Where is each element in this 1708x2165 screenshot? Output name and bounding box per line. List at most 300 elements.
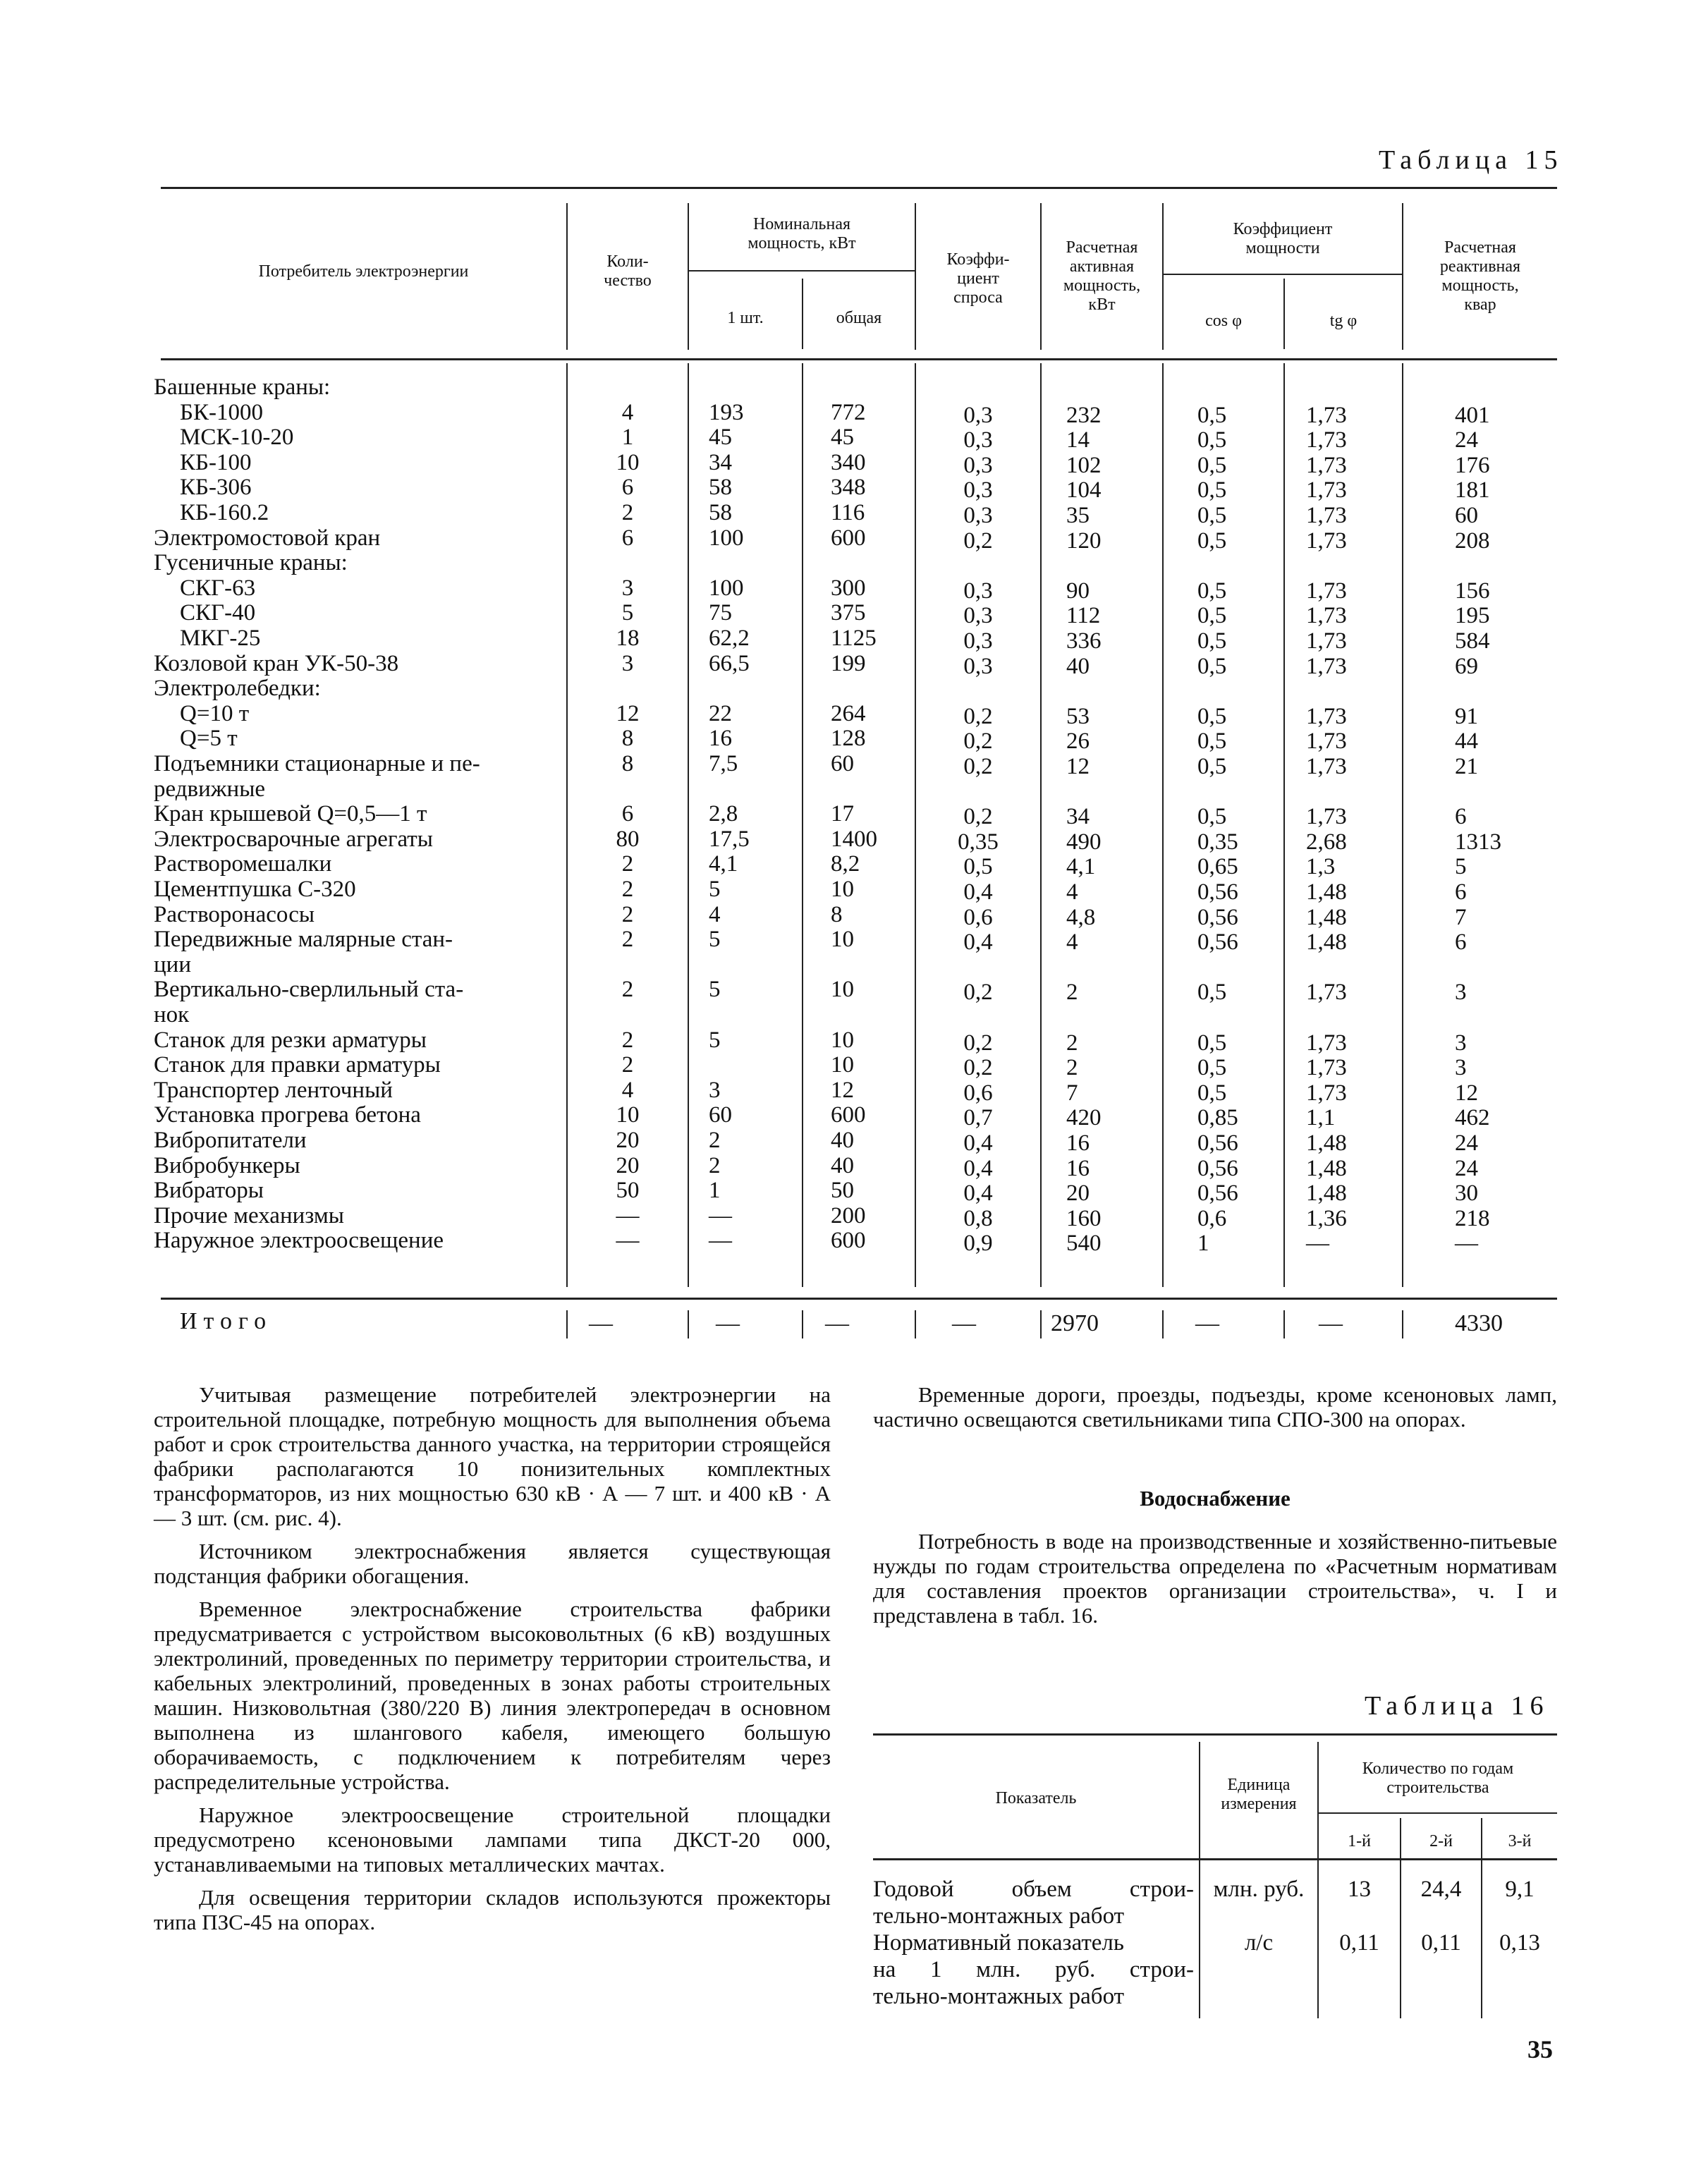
table-15-cell-total: 8,2 [831,851,860,877]
table-15-cell-total: 10 [831,977,854,1003]
table-15-cell-tg: 1,73 [1306,402,1347,428]
t15-total-total: — [825,1310,849,1336]
table-15-cell-tg: 1,73 [1306,527,1347,554]
table-15-cell-k: 0,2 [963,1030,993,1056]
t15-tv-6 [1162,1310,1164,1338]
table-15-cell-q: 5 [1455,854,1467,880]
table-15-cell-total: 348 [831,475,866,501]
table-15-cell-q: 584 [1455,628,1490,654]
t15-total-k: — [952,1310,976,1336]
table-15-cell-q: 6 [1455,879,1467,905]
table-15-cell-p: 16 [1066,1155,1090,1181]
table-15-cell-cos: 0,65 [1197,854,1238,880]
table-15-cell-one: 58 [709,475,732,501]
table-15-cell-tg: 1,1 [1306,1105,1336,1131]
table-15-cell-k: 0,9 [963,1231,993,1257]
table-15-row-name: Станок для резки арматуры [154,1027,427,1053]
table-15-cell-cos: 1 [1197,1231,1209,1257]
table-15-cell-qty: 2 [621,851,634,877]
table-15-cell-q: 1313 [1455,829,1501,855]
table-15-cell-k: 0,3 [963,477,993,504]
table-15-cell-qty: 6 [621,475,634,501]
left-paragraph: Для освещения территории складов используются прожекторы типа ПЗС-45 на опорах. [154,1885,831,1934]
page-number: 35 [1527,2035,1553,2063]
table-15-cell-k: 0,4 [963,1181,993,1207]
table-15-cell-total: 600 [831,525,866,551]
table-15-cell-qty: 2 [621,1052,634,1078]
table-15-row-name: Q=10 т [180,700,250,726]
right-water-text [873,1529,1557,1636]
table-15-cell-qty: 10 [616,1102,640,1128]
table-15-cell-q: 3 [1455,980,1467,1006]
table-15-cell-k: 0,4 [963,929,993,956]
table-15-cell-k: 0,2 [963,527,993,554]
table-15-row-name: КБ-306 [180,475,252,501]
table-15-cell-one: 75 [709,600,732,626]
t15-tv-8 [1402,1310,1403,1338]
table-15-cell-q: 208 [1455,527,1490,554]
table-15-cell-qty: 2 [621,1027,634,1053]
table-15-cell-p: 2 [1066,1030,1078,1056]
table-15-cell-p: 102 [1066,452,1102,478]
table-15-cell-tg: 1,73 [1306,1055,1347,1081]
table-15-cell-cos: 0,56 [1197,1181,1238,1207]
table-15-cell-one: 58 [709,500,732,525]
table-15-cell-qty: 80 [616,826,640,852]
table-15-row-name: МКГ-25 [180,626,261,651]
t15-header-qty: Коли- чество [604,252,652,290]
table-15-cell-qty: 4 [621,1077,634,1103]
table-15-cell-total: 60 [831,751,854,776]
table-15-top-rule [161,187,1557,189]
table-15-cell-p: 40 [1066,653,1090,679]
table-15-cell-qty: — [616,1228,640,1254]
table-15-row-name: КБ-100 [180,449,252,475]
table-15-cell-qty: 8 [621,751,634,776]
table-15-cell-p: 4 [1066,879,1078,905]
table-15-cell-k: 0,6 [963,1080,993,1106]
table-15-cell-k: 0,7 [963,1105,993,1131]
table-15-cell-tg: 1,36 [1306,1205,1347,1231]
t16-row-2-y1: 0,11 [1339,1930,1379,1956]
table-15-cell-k: 0,4 [963,1130,993,1156]
table-15-cell-tg: 1,48 [1306,904,1347,930]
table-15-cell-q: 3 [1455,1030,1467,1056]
t15-bv-5 [1040,363,1042,1287]
table-15-cell-cos: 0,5 [1197,653,1227,679]
table-15-cell-total: 50 [831,1178,854,1204]
t16-header-y3: 3-й [1508,1832,1532,1850]
table-15-cell-qty: 2 [621,927,634,953]
table-15-cell-total: 12 [831,1077,854,1103]
table-15-cell-q: 44 [1455,728,1478,755]
t16-header-indicator: Показатель [995,1789,1077,1807]
left-paragraph: Учитывая размещение потребителей электроэнергии на строительной площадке, потребную мощность для выполнения объема работ и срок строительства данного участка, на территории строящейся фабрики располагаются 10 понизительных комплектных трансформаторов, из них мощностью 630 кВ · А — 7 шт. и 400 кВ · А — 3 шт. (см. рис. 4). [154,1382,831,1530]
table-15-row-name: Вибробункеры [154,1152,300,1178]
t15-header-demand: Коэффи- циент спроса [946,250,1010,307]
table-15-cell-q: 24 [1455,1155,1478,1181]
table-15-cell-p: 4,1 [1066,854,1096,880]
table-15-cell-qty: 8 [621,726,634,752]
table-15-cell-k: 0,2 [963,703,993,729]
table-15-cell-p: 2 [1066,980,1078,1006]
table-15-cell-qty: 20 [616,1152,640,1178]
table-15-cell-q: 181 [1455,477,1490,504]
left-paragraph: Временное электроснабжение строительства фабрики предусматривается с устройством высоковольтных (6 кВ) воздушных электролиний, проведенных по периметру территории строительства, и кабельных электролиний, проведенных в зонах работы строительных машин. Низковольтная (380/220 В) линия электропередач в основном выполнена из шлангового кабеля, имеющего большую оборачиваемость, с подключением к потребителям через распределительные устройства. [154,1597,831,1794]
table-15-cell-k: 0,2 [963,728,993,755]
table-15-cell-cos: 0,5 [1197,754,1227,779]
table-15-cell-cos: 0,5 [1197,628,1227,654]
table-15-cell-cos: 0,85 [1197,1105,1238,1131]
table-15-cell-q: 6 [1455,929,1467,956]
table-15-cell-total: 40 [831,1128,854,1153]
table-15-cell-one: 45 [709,425,732,451]
table-15-cell-cos: 0,5 [1197,1080,1227,1106]
table-15-cell-q: 24 [1455,1130,1478,1156]
table-15-row-name: редвижные [154,776,266,802]
t16-years-sub-rule [1317,1812,1557,1814]
table-15-row-name: БК-1000 [180,399,263,425]
table-15-cell-p: 20 [1066,1181,1090,1207]
table-15-cell-one: 17,5 [709,826,750,852]
table-15-cell-q: — [1455,1231,1478,1257]
t16-row-1-y3: 9,1 [1505,1877,1535,1902]
table-15-cell-p: 35 [1066,503,1090,528]
table-15-cell-cos: 0,6 [1197,1205,1227,1231]
t15-tv-4 [915,1310,916,1338]
table-15-cell-total: 264 [831,700,866,726]
table-15-cell-cos: 0,5 [1197,578,1227,604]
table-15-cell-k: 0,5 [963,854,993,880]
table-15-cell-tg: 1,48 [1306,929,1347,956]
table-15-row-name: нок [154,1002,190,1027]
table-15-cell-total: 199 [831,650,866,676]
table-15-cell-p: 16 [1066,1130,1090,1156]
table-15-row-name: Станок для правки арматуры [154,1052,441,1078]
table-15-cell-tg: 2,68 [1306,829,1347,855]
table-15-header-bottom-rule [161,358,1557,360]
t16-row-1-name-line-1: Годовой объем строи- [873,1877,1194,1902]
table-15-cell-p: 90 [1066,578,1090,604]
table-15-cell-k: 0,4 [963,1155,993,1181]
table-15-cell-q: 24 [1455,427,1478,453]
t15-tv-1 [566,1310,568,1338]
table-15-cell-q: 60 [1455,503,1478,528]
t16-row-1-name-line-2: тельно-монтажных работ [873,1903,1125,1929]
table-15-cell-cos: 0,5 [1197,527,1227,554]
table-15-cell-total: 40 [831,1152,854,1178]
table-15-cell-total: 17 [831,801,854,827]
table-15-cell-one: 193 [709,399,744,425]
table-15-cell-q: 7 [1455,904,1467,930]
table-15-cell-tg: 1,73 [1306,603,1347,629]
table-15-cell-k: 0,35 [958,829,999,855]
table-15-cell-q: 156 [1455,578,1490,604]
table-15-cell-total: 600 [831,1228,866,1254]
table-15-row-name: Электролебедки: [154,676,321,702]
t15-bv-3 [802,363,803,1287]
table-15-cell-qty: 4 [621,399,634,425]
table-15-cell-one: 22 [709,700,732,726]
t16-row-2-name-line-2: на 1 млн. руб. строи- [873,1957,1194,1982]
table-15-cell-tg: 1,3 [1306,854,1336,880]
water-paragraph: Потребность в воде на производственные и хозяйственно-питьевые нужды по годам строительства определена по «Расчетным нормативам для составления проектов организации строительства», ч. I и представлена в табл. 16. [873,1529,1557,1628]
table-15-cell-total: 116 [831,500,865,525]
table-15-row-name: Прочие механизмы [154,1202,344,1228]
table-15-cell-p: 14 [1066,427,1090,453]
table-15-row-name: Козловой кран УК-50-38 [154,650,399,676]
table-15-cell-q: 6 [1455,804,1467,830]
t16-header-bottom-rule [873,1858,1557,1860]
t16-row-2-unit: л/с [1244,1930,1274,1956]
table-15-row-name: Передвижные малярные стан- [154,927,453,953]
t16-top-rule [873,1733,1557,1736]
table-15-cell-q: 3 [1455,1055,1467,1081]
table-15-cell-cos: 0,5 [1197,1055,1227,1081]
table-15-cell-one: 2,8 [709,801,738,827]
table-15-cell-k: 0,3 [963,653,993,679]
table-15-cell-cos: 0,56 [1197,904,1238,930]
table-15-row-name: Q=5 т [180,726,238,752]
table-15-row-name: СКГ-63 [180,575,256,601]
table-15-cell-qty: 12 [616,700,640,726]
table-15-cell-tg: 1,48 [1306,1181,1347,1207]
table-15-cell-k: 0,3 [963,628,993,654]
table-15-row-name: Вибропитатели [154,1128,307,1153]
table-15-cell-total: 375 [831,600,866,626]
table-15-cell-one: — [709,1202,732,1228]
t15-header-active: Расчетная активная мощность, кВт [1063,238,1141,314]
table-15-cell-qty: 20 [616,1128,640,1153]
table-15-cell-cos: 0,5 [1197,503,1227,528]
table-15-cell-cos: 0,5 [1197,804,1227,830]
t15-bv-7 [1283,363,1285,1287]
table-15-cell-cos: 0,5 [1197,1030,1227,1056]
table-15-cell-qty: 10 [616,449,640,475]
t16-header-y2: 2-й [1429,1832,1453,1850]
t15-total-label: Итого [180,1308,273,1334]
table-15-cell-one: 5 [709,977,721,1003]
table-15-cell-q: 12 [1455,1080,1478,1106]
t15-header-tg: tg φ [1329,312,1358,330]
table-15-cell-p: 26 [1066,728,1090,755]
right-intro-text [873,1382,1557,1440]
t16-row-2-y2: 0,11 [1421,1930,1461,1956]
table-15-cell-p: 4 [1066,929,1078,956]
table-15-cell-total: 8 [831,901,843,927]
table-15-cell-k: 0,3 [963,402,993,428]
table-15-cell-one: 100 [709,575,744,601]
table-15-cell-q: 30 [1455,1181,1478,1207]
table-15-row-name: Вибраторы [154,1178,264,1204]
table-15-cell-tg: 1,73 [1306,452,1347,478]
table-15-cell-total: 772 [831,399,866,425]
table-15-cell-qty: 18 [616,626,640,651]
table-15-cell-tg: 1,73 [1306,804,1347,830]
table-15-cell-qty: 5 [621,600,634,626]
table-15-cell-p: 104 [1066,477,1102,504]
table-15-cell-p: 540 [1066,1231,1102,1257]
t16-row-1-y1: 13 [1348,1877,1371,1902]
table-15-cell-total: 600 [831,1102,866,1128]
table-15-cell-one: 16 [709,726,732,752]
t15-tv-7 [1283,1310,1285,1338]
table-15-cell-tg: 1,73 [1306,728,1347,755]
table-15-cell-k: 0,2 [963,754,993,779]
table-15-cell-qty: — [616,1202,640,1228]
table-15-cell-q: 462 [1455,1105,1490,1131]
table-15-cell-p: 160 [1066,1205,1102,1231]
t16-header-y1: 1-й [1348,1832,1371,1850]
table-15-cell-tg: 1,73 [1306,628,1347,654]
table-15-cell-one: 2 [709,1152,721,1178]
table-15-cell-cos: 0,5 [1197,728,1227,755]
table-15-cell-k: 0,8 [963,1205,993,1231]
table-15-cell-one: 4,1 [709,851,738,877]
table-15-cell-tg: 1,73 [1306,1080,1347,1106]
table-15-cell-total: 300 [831,575,866,601]
table-15-cell-cos: 0,5 [1197,980,1227,1006]
table-15-cell-cos: 0,5 [1197,427,1227,453]
t15-header-cos: cos φ [1205,312,1242,330]
t15-tv-5 [1040,1310,1042,1338]
t15-bv-8 [1402,363,1403,1287]
table-15-cell-k: 0,3 [963,503,993,528]
table-15-row-name: Растворонасосы [154,901,315,927]
table-15-cell-tg: 1,73 [1306,1030,1347,1056]
table-15-cell-cos: 0,56 [1197,929,1238,956]
table-15-cell-total: 10 [831,1027,854,1053]
table-15-cell-p: 4,8 [1066,904,1096,930]
left-column-text [154,1382,831,1943]
table-15-cell-qty: 50 [616,1178,640,1204]
table-15-cell-total: 45 [831,425,854,451]
table-15-cell-cos: 0,5 [1197,603,1227,629]
table-15-cell-q: 91 [1455,703,1478,729]
table-15-cell-cos: 0,5 [1197,402,1227,428]
table-15-cell-total: 340 [831,449,866,475]
t15-header-pf: Коэффициент мощности [1233,220,1333,257]
table-15-cell-k: 0,3 [963,427,993,453]
table-15-cell-qty: 3 [621,650,634,676]
table-15-row-name: Установка прогрева бетона [154,1102,421,1128]
table-15-cell-p: 2 [1066,1055,1078,1081]
table-15-cell-p: 12 [1066,754,1090,779]
t15-header-nominal: Номинальная мощность, кВт [748,215,856,252]
table-15-cell-one: 62,2 [709,626,750,651]
t15-total-p: 2970 [1051,1310,1099,1336]
table-15-row-name: Транспортер ленточный [154,1077,393,1103]
table-15-cell-qty: 2 [621,877,634,902]
table-15-cell-cos: 0,35 [1197,829,1238,855]
t15-total-tg: — [1319,1310,1343,1336]
table-15-cell-p: 232 [1066,402,1102,428]
table-15-cell-q: 176 [1455,452,1490,478]
table-15-cell-one: 5 [709,1027,721,1053]
table-15-cell-k: 0,6 [963,904,993,930]
table-15-cell-p: 336 [1066,628,1102,654]
table-15-cell-tg: 1,73 [1306,578,1347,604]
t16-row-2-name-line-1: Нормативный показатель [873,1930,1124,1956]
table-15-cell-p: 120 [1066,527,1102,554]
table-15-cell-tg: 1,73 [1306,703,1347,729]
table-15-cell-cos: 0,56 [1197,879,1238,905]
t16-row-1-unit: млн. руб. [1213,1877,1305,1902]
table-15-cell-tg: 1,48 [1306,1130,1347,1156]
table-15-row-name: КБ-160.2 [180,500,269,525]
table-15-row-name: Башенные краны: [154,374,331,400]
table-15-cell-p: 420 [1066,1105,1102,1131]
table-15-cell-p: 7 [1066,1080,1078,1106]
table-15-cell-tg: 1,73 [1306,980,1347,1006]
table-15-cell-tg: 1,73 [1306,427,1347,453]
table-15-cell-one: 5 [709,927,721,953]
table-15-cell-cos: 0,5 [1197,452,1227,478]
table-15-cell-k: 0,3 [963,578,993,604]
table-15-cell-q: 218 [1455,1205,1490,1231]
table-15-cell-total: 10 [831,877,854,902]
table-15-cell-qty: 2 [621,901,634,927]
table-15-row-name: Электросварочные агрегаты [154,826,433,852]
table-15-cell-one: 1 [709,1178,721,1204]
table-15-cell-tg: 1,48 [1306,1155,1347,1181]
table-15-row-name: ции [154,951,191,977]
table-15-cell-q: 21 [1455,754,1478,779]
table-15-cell-total: 200 [831,1202,866,1228]
table-15-cell-tg: 1,73 [1306,477,1347,504]
table-15-cell-q: 401 [1455,402,1490,428]
t15-header-reactive: Расчетная реактивная мощность, квар [1439,238,1521,314]
table-15-cell-qty: 3 [621,575,634,601]
t15-total-q: 4330 [1455,1310,1503,1336]
table-15-cell-cos: 0,56 [1197,1155,1238,1181]
t15-tv-2 [688,1310,689,1338]
table-15-sub-rule-nominal [688,270,915,272]
table-15-cell-qty: 2 [621,977,634,1003]
table-15-row-name: Вертикально-сверлильный ста- [154,977,464,1003]
table-15-cell-k: 0,3 [963,603,993,629]
table-15-cell-total: 10 [831,1052,854,1078]
table-15-cell-one: 7,5 [709,751,738,776]
t15-total-qty: — [589,1310,613,1336]
table-15-row-name: Растворомешалки [154,851,332,877]
t15-header-one: 1 шт. [727,309,764,327]
table-15-cell-q: 69 [1455,653,1478,679]
t15-bv-6 [1162,363,1164,1287]
table-15-cell-one: 5 [709,877,721,902]
table-15-cell-tg: 1,73 [1306,754,1347,779]
table-15-cell-p: 53 [1066,703,1090,729]
table-15-total-rule [161,1298,1557,1300]
table-15-cell-k: 0,3 [963,452,993,478]
table-15-row-name: МСК-10-20 [180,425,294,451]
table-15-cell-one: 66,5 [709,650,750,676]
table-15-cell-one: 34 [709,449,732,475]
table-15-cell-one: 2 [709,1128,721,1153]
table-15-cell-cos: 0,56 [1197,1130,1238,1156]
table-15-cell-one: 3 [709,1077,721,1103]
table-15-cell-q: 195 [1455,603,1490,629]
table-15-row-name: СКГ-40 [180,600,256,626]
table-15-cell-tg: 1,73 [1306,503,1347,528]
left-paragraph: Источником электроснабжения является существующая подстанция фабрики обогащения. [154,1539,831,1588]
table-15-row-name: Подъемники стационарные и пе- [154,751,480,776]
t16-row-2-y3: 0,13 [1499,1930,1540,1956]
table-15-cell-one: — [709,1228,732,1254]
table-15-cell-qty: 6 [621,801,634,827]
table-15-caption: Таблица 15 [1379,145,1563,175]
right-intro-paragraph: Временные дороги, проезды, подъезды, кроме ксеноновых ламп, частично освещаются светильниками типа СПО-300 на опорах. [873,1382,1557,1432]
